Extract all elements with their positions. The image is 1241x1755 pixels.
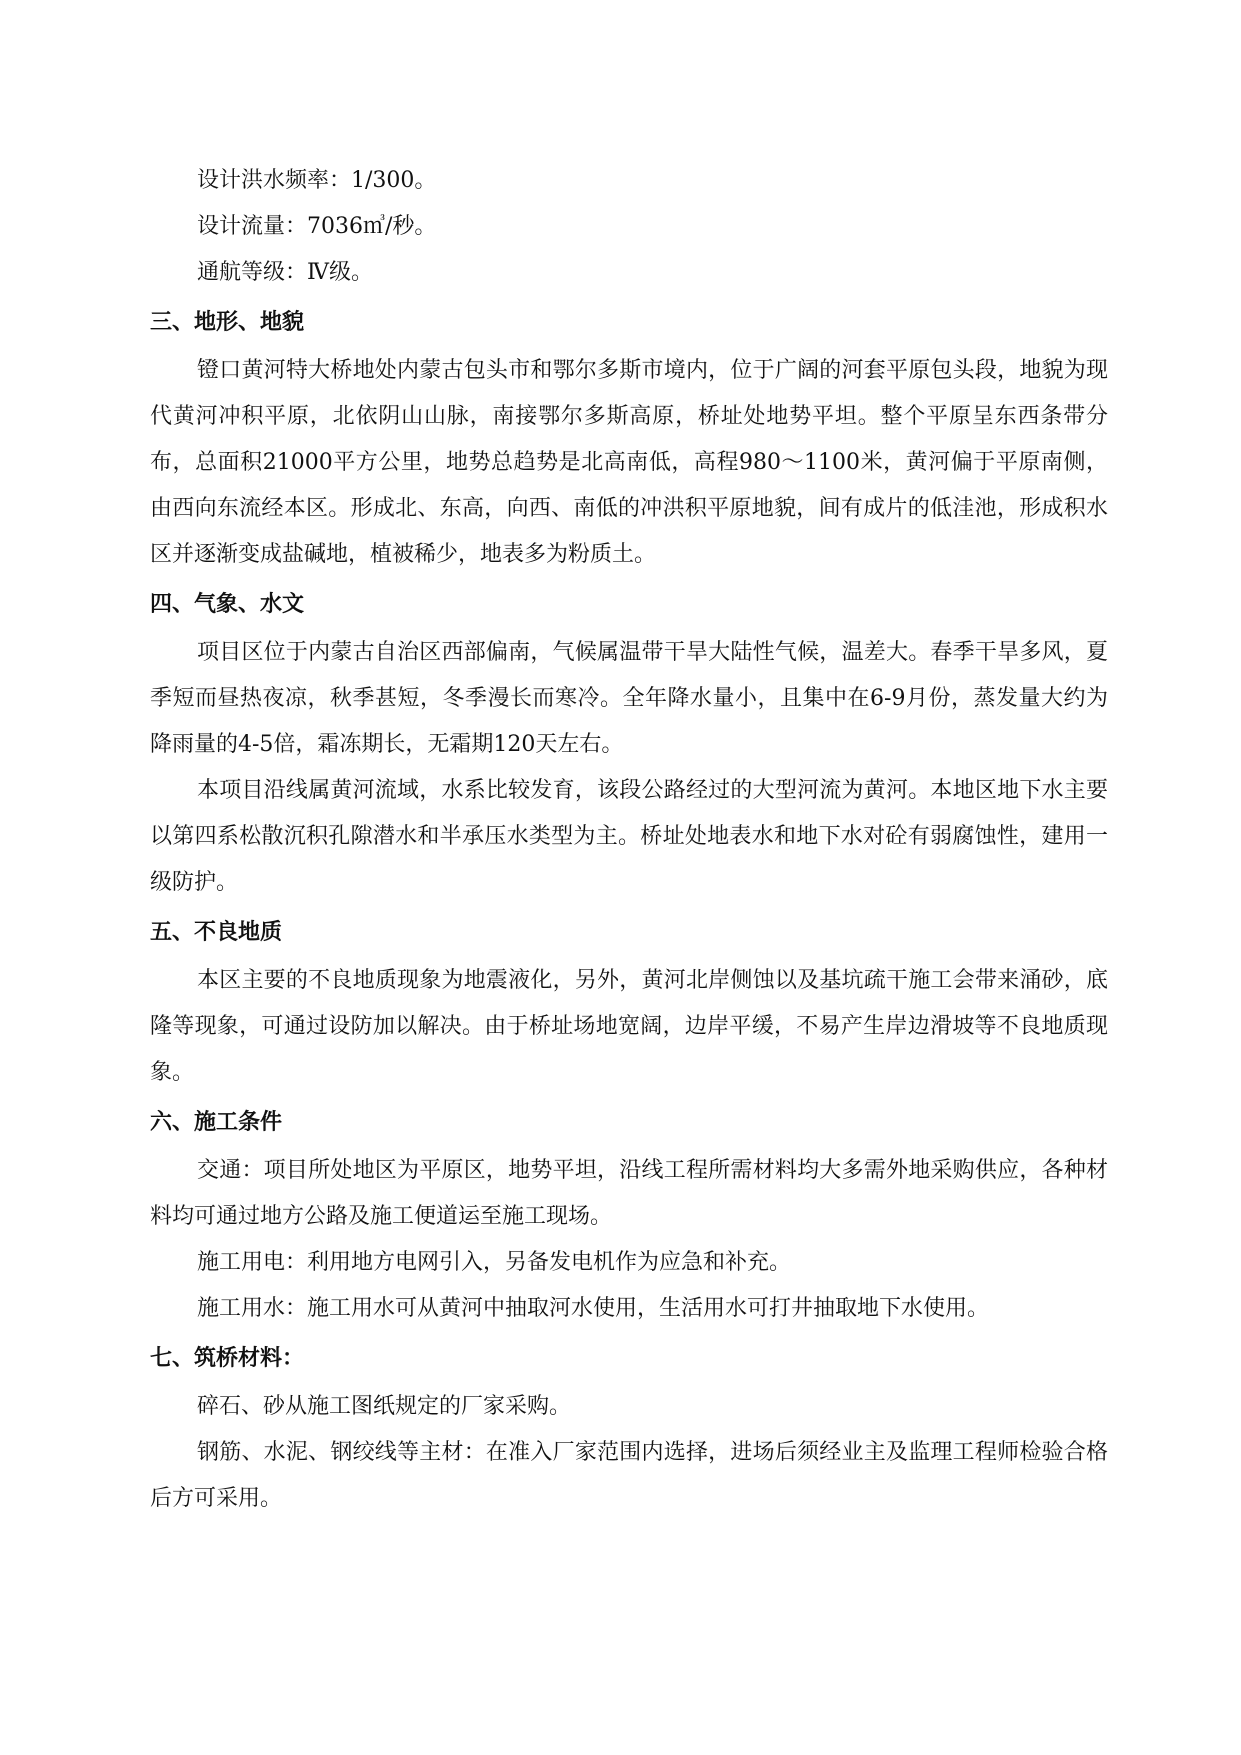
climate-paragraph: 项目区位于内蒙古自治区西部偏南，气候属温带干旱大陆性气候，温差大。春季干旱多风，夏季短而昼热夜凉，秋季甚短，冬季漫长而寒冷。全年降水量小，且集中在6-9月份，蒸发量大约为降雨量的4-5倍，霜冻期长，无霜期120天左右。 <box>150 640 1108 757</box>
water-paragraph: 施工用水：施工用水可从黄河中抽取河水使用，生活用水可打井抽取地下水使用。 <box>197 1296 990 1321</box>
flood-frequency-line: 设计洪水频率：1/300。 <box>197 168 437 193</box>
power-paragraph: 施工用电：利用地方电网引入，另备发电机作为应急和补充。 <box>197 1250 792 1275</box>
document-body <box>150 158 1108 1522</box>
aggregate-paragraph: 碎石、砂从施工图纸规定的厂家采购。 <box>197 1394 572 1419</box>
section-heading-construction: 六、施工条件 <box>150 1110 283 1135</box>
section-heading-geology: 五、不良地质 <box>150 920 283 945</box>
hydrology-paragraph: 本项目沿线属黄河流域，水系比较发育，该段公路经过的大型河流为黄河。本地区地下水主要以第四系松散沉积孔隙潜水和半承压水类型为主。桥址处地表水和地下水对砼有弱腐蚀性，建用一级防护。 <box>150 778 1108 895</box>
traffic-paragraph: 交通：项目所处地区为平原区，地势平坦，沿线工程所需材料均大多需外地采购供应，各种材料均可通过地方公路及施工便道运至施工现场。 <box>150 1158 1108 1229</box>
section-heading-terrain: 三、地形、地貌 <box>150 310 305 335</box>
section-heading-materials: 七、筑桥材料： <box>150 1346 305 1371</box>
design-flow-line: 设计流量：7036㎥/秒。 <box>197 214 437 239</box>
terrain-paragraph: 镫口黄河特大桥地处内蒙古包头市和鄂尔多斯市境内，位于广阔的河套平原包头段，地貌为现代黄河冲积平原，北依阴山山脉，南接鄂尔多斯高原，桥址处地势平坦。整个平原呈东西条带分布，总面积21000平方公里，地势总趋势是北高南低，高程980～1100米，黄河偏于平原南侧，由西向东流经本区。形成北、东高，向西、南低的冲洪积平原地貌，间有成片的低洼池，形成积水区并逐渐变成盐碱地，植被稀少，地表多为粉质土。 <box>150 358 1108 567</box>
geology-paragraph: 本区主要的不良地质现象为地震液化，另外，黄河北岸侧蚀以及基坑疏干施工会带来涌砂，底隆等现象，可通过设防加以解决。由于桥址场地宽阔，边岸平缓，不易产生岸边滑坡等不良地质现象。 <box>150 968 1108 1085</box>
main-materials-paragraph: 钢筋、水泥、钢绞线等主材：在准入厂家范围内选择，进场后须经业主及监理工程师检验合格后方可采用。 <box>150 1440 1108 1511</box>
navigation-grade-line: 通航等级：Ⅳ级。 <box>197 260 373 285</box>
section-heading-climate: 四、气象、水文 <box>150 592 305 617</box>
